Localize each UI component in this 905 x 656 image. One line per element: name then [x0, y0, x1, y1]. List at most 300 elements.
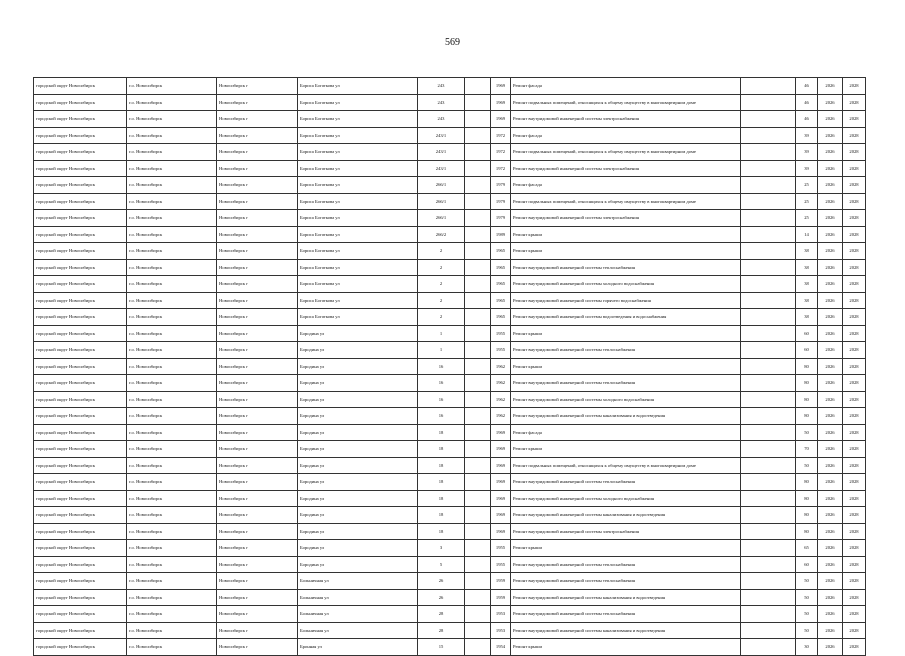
build-year-cell: 1965	[491, 259, 511, 276]
end-year-cell: 2028	[843, 441, 866, 458]
build-year-cell: 1955	[491, 540, 511, 557]
build-year-cell: 1962	[491, 391, 511, 408]
note-cell	[741, 226, 796, 243]
district-cell: г.о. Новосибирск	[127, 540, 217, 557]
start-year-cell: 2026	[818, 160, 843, 177]
note-cell	[741, 391, 796, 408]
letter-cell	[465, 375, 491, 392]
table-row	[34, 540, 866, 557]
district-cell: г.о. Новосибирск	[127, 160, 217, 177]
municipality-cell: городской округ Новосибирск	[34, 441, 127, 458]
start-year-cell: 2026	[818, 226, 843, 243]
municipality-cell: городской округ Новосибирск	[34, 177, 127, 194]
municipality-cell: городской округ Новосибирск	[34, 342, 127, 359]
start-year-cell: 2026	[818, 78, 843, 95]
district-cell: г.о. Новосибирск	[127, 325, 217, 342]
street-cell: Бородина ул	[298, 523, 418, 540]
street-cell: Бородина ул	[298, 457, 418, 474]
work-type-cell: Ремонт внутридомовой инженерной системы холодного водоснабжения	[511, 490, 741, 507]
letter-cell	[465, 210, 491, 227]
note-cell	[741, 589, 796, 606]
settlement-cell: Новосибирск г	[217, 391, 298, 408]
municipality-cell: городской округ Новосибирск	[34, 573, 127, 590]
letter-cell	[465, 408, 491, 425]
house-number-cell: 266/1	[418, 193, 465, 210]
table-row	[34, 358, 866, 375]
table-row	[34, 276, 866, 293]
street-cell: Больничная ул	[298, 589, 418, 606]
house-number-cell: 18	[418, 507, 465, 524]
settlement-cell: Новосибирск г	[217, 457, 298, 474]
street-cell: Бородина ул	[298, 474, 418, 491]
share-cell: 14	[796, 226, 818, 243]
municipality-cell: городской округ Новосибирск	[34, 111, 127, 128]
district-cell: г.о. Новосибирск	[127, 606, 217, 623]
work-type-cell: Ремонт подвальных помещений, относящихся к общему имуществу в многоквартирном доме	[511, 457, 741, 474]
work-type-cell: Ремонт внутридомовой инженерной системы водоотведения и водоснабжения	[511, 309, 741, 326]
street-cell: Бориса Богаткова ул	[298, 292, 418, 309]
note-cell	[741, 292, 796, 309]
settlement-cell: Новосибирск г	[217, 573, 298, 590]
district-cell: г.о. Новосибирск	[127, 424, 217, 441]
house-number-cell: 18	[418, 457, 465, 474]
letter-cell	[465, 309, 491, 326]
end-year-cell: 2028	[843, 144, 866, 161]
street-cell: Бориса Богаткова ул	[298, 160, 418, 177]
build-year-cell: 1969	[491, 457, 511, 474]
start-year-cell: 2026	[818, 540, 843, 557]
share-cell: 38	[796, 292, 818, 309]
start-year-cell: 2026	[818, 622, 843, 639]
house-number-cell: 1	[418, 342, 465, 359]
district-cell: г.о. Новосибирск	[127, 210, 217, 227]
start-year-cell: 2026	[818, 259, 843, 276]
street-cell: Бориса Богаткова ул	[298, 210, 418, 227]
municipality-cell: городской округ Новосибирск	[34, 292, 127, 309]
table-row	[34, 474, 866, 491]
letter-cell	[465, 490, 491, 507]
table-row	[34, 490, 866, 507]
work-type-cell: Ремонт фасада	[511, 424, 741, 441]
street-cell: Бориса Богаткова ул	[298, 309, 418, 326]
share-cell: 80	[796, 490, 818, 507]
table-row	[34, 375, 866, 392]
settlement-cell: Новосибирск г	[217, 622, 298, 639]
settlement-cell: Новосибирск г	[217, 226, 298, 243]
start-year-cell: 2026	[818, 292, 843, 309]
note-cell	[741, 622, 796, 639]
municipality-cell: городской округ Новосибирск	[34, 490, 127, 507]
district-cell: г.о. Новосибирск	[127, 276, 217, 293]
note-cell	[741, 325, 796, 342]
municipality-cell: городской округ Новосибирск	[34, 127, 127, 144]
end-year-cell: 2028	[843, 292, 866, 309]
table-row	[34, 243, 866, 260]
build-year-cell: 1965	[491, 292, 511, 309]
start-year-cell: 2026	[818, 441, 843, 458]
work-type-cell: Ремонт крыши	[511, 358, 741, 375]
settlement-cell: Новосибирск г	[217, 160, 298, 177]
start-year-cell: 2026	[818, 507, 843, 524]
end-year-cell: 2028	[843, 622, 866, 639]
settlement-cell: Новосибирск г	[217, 177, 298, 194]
house-number-cell: 15	[418, 639, 465, 656]
street-cell: Бородина ул	[298, 507, 418, 524]
note-cell	[741, 474, 796, 491]
district-cell: г.о. Новосибирск	[127, 94, 217, 111]
house-number-cell: 18	[418, 490, 465, 507]
share-cell: 39	[796, 144, 818, 161]
house-number-cell: 16	[418, 358, 465, 375]
house-number-cell: 2	[418, 243, 465, 260]
table-row	[34, 226, 866, 243]
settlement-cell: Новосибирск г	[217, 243, 298, 260]
settlement-cell: Новосибирск г	[217, 523, 298, 540]
start-year-cell: 2026	[818, 177, 843, 194]
house-number-cell: 26	[418, 589, 465, 606]
table-row	[34, 94, 866, 111]
share-cell: 50	[796, 622, 818, 639]
house-number-cell: 243/1	[418, 160, 465, 177]
street-cell: Бориса Богаткова ул	[298, 226, 418, 243]
end-year-cell: 2028	[843, 556, 866, 573]
street-cell: Бородина ул	[298, 358, 418, 375]
build-year-cell: 1965	[491, 309, 511, 326]
work-type-cell: Ремонт крыши	[511, 243, 741, 260]
share-cell: 39	[796, 127, 818, 144]
build-year-cell: 1989	[491, 226, 511, 243]
end-year-cell: 2028	[843, 424, 866, 441]
table-row	[34, 523, 866, 540]
table-row	[34, 259, 866, 276]
share-cell: 39	[796, 160, 818, 177]
table-row	[34, 292, 866, 309]
end-year-cell: 2028	[843, 78, 866, 95]
start-year-cell: 2026	[818, 358, 843, 375]
street-cell: Бородина ул	[298, 424, 418, 441]
municipality-cell: городской округ Новосибирск	[34, 243, 127, 260]
start-year-cell: 2026	[818, 391, 843, 408]
build-year-cell: 1972	[491, 127, 511, 144]
work-type-cell: Ремонт фасада	[511, 127, 741, 144]
work-type-cell: Ремонт внутридомовой инженерной системы холодного водоснабжения	[511, 276, 741, 293]
build-year-cell: 1969	[491, 441, 511, 458]
municipality-cell: городской округ Новосибирск	[34, 309, 127, 326]
settlement-cell: Новосибирск г	[217, 408, 298, 425]
district-cell: г.о. Новосибирск	[127, 342, 217, 359]
share-cell: 80	[796, 523, 818, 540]
settlement-cell: Новосибирск г	[217, 441, 298, 458]
work-type-cell: Ремонт крыши	[511, 639, 741, 656]
municipality-cell: городской округ Новосибирск	[34, 358, 127, 375]
letter-cell	[465, 358, 491, 375]
district-cell: г.о. Новосибирск	[127, 639, 217, 656]
share-cell: 38	[796, 243, 818, 260]
settlement-cell: Новосибирск г	[217, 78, 298, 95]
letter-cell	[465, 556, 491, 573]
share-cell: 46	[796, 78, 818, 95]
build-year-cell: 1979	[491, 177, 511, 194]
street-cell: Бориса Богаткова ул	[298, 127, 418, 144]
house-number-cell: 266/2	[418, 226, 465, 243]
district-cell: г.о. Новосибирск	[127, 474, 217, 491]
district-cell: г.о. Новосибирск	[127, 144, 217, 161]
municipality-cell: городской округ Новосибирск	[34, 408, 127, 425]
start-year-cell: 2026	[818, 424, 843, 441]
street-cell: Бориса Богаткова ул	[298, 111, 418, 128]
build-year-cell: 1955	[491, 325, 511, 342]
note-cell	[741, 144, 796, 161]
municipality-cell: городской округ Новосибирск	[34, 276, 127, 293]
letter-cell	[465, 292, 491, 309]
letter-cell	[465, 325, 491, 342]
settlement-cell: Новосибирск г	[217, 309, 298, 326]
note-cell	[741, 111, 796, 128]
end-year-cell: 2028	[843, 490, 866, 507]
house-number-cell: 2	[418, 292, 465, 309]
work-type-cell: Ремонт внутридомовой инженерной системы теплоснабжения	[511, 259, 741, 276]
district-cell: г.о. Новосибирск	[127, 556, 217, 573]
end-year-cell: 2028	[843, 111, 866, 128]
start-year-cell: 2026	[818, 408, 843, 425]
work-type-cell: Ремонт фасада	[511, 78, 741, 95]
settlement-cell: Новосибирск г	[217, 424, 298, 441]
district-cell: г.о. Новосибирск	[127, 177, 217, 194]
house-number-cell: 266/1	[418, 177, 465, 194]
letter-cell	[465, 177, 491, 194]
letter-cell	[465, 441, 491, 458]
municipality-cell: городской округ Новосибирск	[34, 193, 127, 210]
end-year-cell: 2028	[843, 325, 866, 342]
district-cell: г.о. Новосибирск	[127, 408, 217, 425]
letter-cell	[465, 127, 491, 144]
municipality-cell: городской округ Новосибирск	[34, 474, 127, 491]
house-number-cell: 243	[418, 78, 465, 95]
street-cell: Бориса Богаткова ул	[298, 94, 418, 111]
district-cell: г.о. Новосибирск	[127, 441, 217, 458]
start-year-cell: 2026	[818, 375, 843, 392]
house-number-cell: 243	[418, 94, 465, 111]
build-year-cell: 1954	[491, 639, 511, 656]
build-year-cell: 1969	[491, 111, 511, 128]
street-cell: Бориса Богаткова ул	[298, 193, 418, 210]
district-cell: г.о. Новосибирск	[127, 292, 217, 309]
municipality-cell: городской округ Новосибирск	[34, 556, 127, 573]
municipality-cell: городской округ Новосибирск	[34, 259, 127, 276]
district-cell: г.о. Новосибирск	[127, 226, 217, 243]
settlement-cell: Новосибирск г	[217, 342, 298, 359]
district-cell: г.о. Новосибирск	[127, 391, 217, 408]
work-type-cell: Ремонт внутридомовой инженерной системы канализования и водоотведения	[511, 507, 741, 524]
note-cell	[741, 210, 796, 227]
note-cell	[741, 540, 796, 557]
settlement-cell: Новосибирск г	[217, 94, 298, 111]
start-year-cell: 2026	[818, 523, 843, 540]
work-type-cell: Ремонт внутридомовой инженерной системы канализования и водоотведения	[511, 589, 741, 606]
share-cell: 25	[796, 177, 818, 194]
note-cell	[741, 507, 796, 524]
house-number-cell: 26	[418, 573, 465, 590]
district-cell: г.о. Новосибирск	[127, 243, 217, 260]
district-cell: г.о. Новосибирск	[127, 309, 217, 326]
street-cell: Больничная ул	[298, 606, 418, 623]
build-year-cell: 1962	[491, 358, 511, 375]
letter-cell	[465, 540, 491, 557]
letter-cell	[465, 589, 491, 606]
end-year-cell: 2028	[843, 243, 866, 260]
settlement-cell: Новосибирск г	[217, 193, 298, 210]
settlement-cell: Новосибирск г	[217, 474, 298, 491]
table-row	[34, 441, 866, 458]
settlement-cell: Новосибирск г	[217, 144, 298, 161]
end-year-cell: 2028	[843, 474, 866, 491]
start-year-cell: 2026	[818, 474, 843, 491]
note-cell	[741, 490, 796, 507]
note-cell	[741, 94, 796, 111]
letter-cell	[465, 94, 491, 111]
end-year-cell: 2028	[843, 259, 866, 276]
share-cell: 60	[796, 556, 818, 573]
house-number-cell: 2	[418, 276, 465, 293]
municipality-cell: городской округ Новосибирск	[34, 144, 127, 161]
end-year-cell: 2028	[843, 573, 866, 590]
note-cell	[741, 309, 796, 326]
note-cell	[741, 342, 796, 359]
table-row	[34, 210, 866, 227]
end-year-cell: 2028	[843, 342, 866, 359]
share-cell: 60	[796, 342, 818, 359]
district-cell: г.о. Новосибирск	[127, 573, 217, 590]
district-cell: г.о. Новосибирск	[127, 490, 217, 507]
house-number-cell: 16	[418, 375, 465, 392]
letter-cell	[465, 111, 491, 128]
municipality-cell: городской округ Новосибирск	[34, 226, 127, 243]
start-year-cell: 2026	[818, 144, 843, 161]
letter-cell	[465, 259, 491, 276]
letter-cell	[465, 424, 491, 441]
share-cell: 50	[796, 457, 818, 474]
build-year-cell: 1965	[491, 276, 511, 293]
note-cell	[741, 523, 796, 540]
street-cell: Бронная ул	[298, 639, 418, 656]
start-year-cell: 2026	[818, 210, 843, 227]
work-type-cell: Ремонт крыши	[511, 226, 741, 243]
share-cell: 50	[796, 589, 818, 606]
end-year-cell: 2028	[843, 375, 866, 392]
start-year-cell: 2026	[818, 589, 843, 606]
house-number-cell: 28	[418, 622, 465, 639]
district-cell: г.о. Новосибирск	[127, 358, 217, 375]
settlement-cell: Новосибирск г	[217, 111, 298, 128]
district-cell: г.о. Новосибирск	[127, 259, 217, 276]
share-cell: 30	[796, 639, 818, 656]
street-cell: Бородина ул	[298, 540, 418, 557]
work-type-cell: Ремонт внутридомовой инженерной системы холодного водоснабжения	[511, 391, 741, 408]
share-cell: 80	[796, 375, 818, 392]
build-year-cell: 1962	[491, 408, 511, 425]
end-year-cell: 2028	[843, 127, 866, 144]
table-row	[34, 177, 866, 194]
letter-cell	[465, 226, 491, 243]
end-year-cell: 2028	[843, 210, 866, 227]
work-type-cell: Ремонт внутридомовой инженерной системы теплоснабжения	[511, 342, 741, 359]
district-cell: г.о. Новосибирск	[127, 457, 217, 474]
table-row	[34, 78, 866, 95]
work-type-cell: Ремонт внутридомовой инженерной системы канализования и водоотведения	[511, 408, 741, 425]
street-cell: Бородина ул	[298, 375, 418, 392]
build-year-cell: 1979	[491, 193, 511, 210]
build-year-cell: 1969	[491, 507, 511, 524]
work-type-cell: Ремонт подвальных помещений, относящихся к общему имуществу в многоквартирном доме	[511, 193, 741, 210]
letter-cell	[465, 622, 491, 639]
end-year-cell: 2028	[843, 226, 866, 243]
build-year-cell: 1969	[491, 474, 511, 491]
end-year-cell: 2028	[843, 94, 866, 111]
work-type-cell: Ремонт внутридомовой инженерной системы электроснабжения	[511, 160, 741, 177]
work-type-cell: Ремонт фасада	[511, 177, 741, 194]
settlement-cell: Новосибирск г	[217, 325, 298, 342]
municipality-cell: городской округ Новосибирск	[34, 540, 127, 557]
build-year-cell: 1972	[491, 144, 511, 161]
table-row	[34, 573, 866, 590]
build-year-cell: 1969	[491, 94, 511, 111]
municipality-cell: городской округ Новосибирск	[34, 210, 127, 227]
letter-cell	[465, 457, 491, 474]
build-year-cell: 1953	[491, 622, 511, 639]
note-cell	[741, 375, 796, 392]
street-cell: Больничная ул	[298, 622, 418, 639]
start-year-cell: 2026	[818, 342, 843, 359]
table-row	[34, 622, 866, 639]
build-year-cell: 1969	[491, 78, 511, 95]
share-cell: 50	[796, 606, 818, 623]
work-type-cell: Ремонт подвальных помещений, относящихся к общему имуществу в многоквартирном доме	[511, 94, 741, 111]
work-type-cell: Ремонт внутридомовой инженерной системы теплоснабжения	[511, 573, 741, 590]
table-row	[34, 424, 866, 441]
table-row	[34, 144, 866, 161]
table-body	[34, 78, 866, 656]
start-year-cell: 2026	[818, 556, 843, 573]
table-row	[34, 408, 866, 425]
house-number-cell: 3	[418, 540, 465, 557]
municipality-cell: городской округ Новосибирск	[34, 507, 127, 524]
settlement-cell: Новосибирск г	[217, 507, 298, 524]
work-type-cell: Ремонт крыши	[511, 325, 741, 342]
note-cell	[741, 177, 796, 194]
house-number-cell: 18	[418, 441, 465, 458]
municipality-cell: городской округ Новосибирск	[34, 622, 127, 639]
end-year-cell: 2028	[843, 639, 866, 656]
start-year-cell: 2026	[818, 639, 843, 656]
end-year-cell: 2028	[843, 276, 866, 293]
house-number-cell: 243/1	[418, 127, 465, 144]
start-year-cell: 2026	[818, 111, 843, 128]
work-type-cell: Ремонт крыши	[511, 441, 741, 458]
build-year-cell: 1955	[491, 556, 511, 573]
settlement-cell: Новосибирск г	[217, 127, 298, 144]
end-year-cell: 2028	[843, 507, 866, 524]
build-year-cell: 1969	[491, 424, 511, 441]
table-row	[34, 507, 866, 524]
note-cell	[741, 193, 796, 210]
table-row	[34, 193, 866, 210]
settlement-cell: Новосибирск г	[217, 589, 298, 606]
street-cell: Бориса Богаткова ул	[298, 259, 418, 276]
street-cell: Бориса Богаткова ул	[298, 243, 418, 260]
share-cell: 38	[796, 276, 818, 293]
house-number-cell: 266/1	[418, 210, 465, 227]
house-number-cell: 18	[418, 474, 465, 491]
